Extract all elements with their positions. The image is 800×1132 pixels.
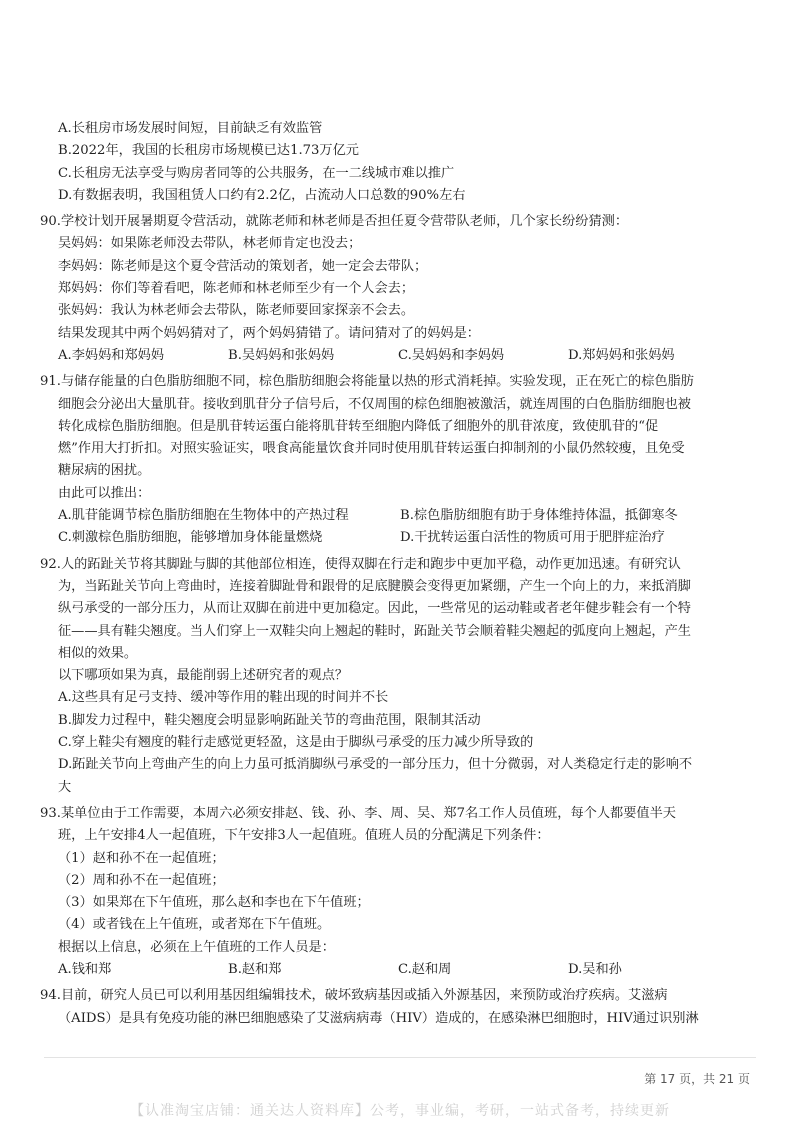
q93-prompt: 根据以上信息，必须在上午值班的工作人员是： (58, 939, 335, 955)
question-94 (40, 985, 748, 1030)
q89-option-a: A.长租房市场发展时间短，目前缺乏有效监管 (58, 121, 323, 136)
q93-options (58, 959, 748, 981)
q92-stem-line-3: 纵弓承受的一部分压力，从而让双脚在前进中更加稳定。因此，一些常见的运动鞋或者老年健步鞋会有一个特 (58, 601, 691, 617)
q91-stem-line-1: 91.与储存能量的白色脂肪细胞不同，棕色脂肪细胞会将能量以热的形式消耗掉。实验发现，正在死亡的棕色脂肪 (40, 374, 694, 390)
q90-line-5: 结果发现其中两个妈妈猜对了，两个妈妈猜错了。请问猜对了的妈妈是： (58, 325, 480, 341)
q91-option-b: B.棕色脂肪细胞有助于身体维持体温，抵御寒冬 (400, 508, 678, 524)
q93-condition-1: （1）赵和孙不在一起值班； (58, 850, 225, 866)
q90-option-d: D.郑妈妈和张妈妈 (568, 347, 675, 363)
q91-options-row-1 (58, 505, 748, 527)
q92-option-b: B.脚发力过程中，鞋尖翘度会明显影响跖趾关节的弯曲范围，限制其活动 (58, 712, 481, 728)
q89-option-b: B.2022年，我国的长租房市场规模已达1.73万亿元 (58, 143, 359, 159)
q91-stem-line-2: 细胞会分泌出大量肌苷。接收到肌苷分子信号后，不仅周围的棕色细胞被激活，就连周围的白色脂肪细胞也被 (58, 396, 691, 412)
q93-option-b: B.赵和郑 (228, 961, 282, 977)
q93-condition-2: （2）周和孙不在一起值班； (58, 872, 225, 888)
q91-options-row-2 (58, 527, 748, 549)
q90-line-3: 郑妈妈：你们等着看吧，陈老师和林老师至少有一个人会去； (58, 281, 415, 297)
q90-stem: 90.学校计划开展暑期夏令营活动，就陈老师和林老师是否担任夏令营带队老师，几个家长纷纷猜测： (40, 214, 629, 230)
q93-stem-line-2: 班，上午安排4人一起值班，下午安排3人一起值班。值班人员的分配满足下列条件： (58, 828, 550, 844)
q92-option-c: C.穿上鞋尖有翘度的鞋行走感觉更轻盈，这是由于脚纵弓承受的压力减少所导致的 (58, 735, 534, 751)
question-91 (40, 371, 748, 549)
q92-option-d: D.跖趾关节向上弯曲产生的向上力虽可抵消脚纵弓承受的一部分压力，但十分微弱，对人类稳定行走的影响不 (58, 757, 693, 773)
q93-option-a: A.钱和郑 (58, 961, 112, 977)
q92-stem-line-4: 征——具有鞋尖翘度。当人们穿上一双鞋尖向上翘起的鞋时，跖趾关节会顺着鞋尖翘起的弧度向上翘起，产生 (58, 623, 691, 639)
q94-stem-line-1: 94.目前，研究人员已可以利用基因组编辑技术，破坏致病基因或插入外源基因，来预防或治疗疾病。艾滋病 (40, 988, 668, 1004)
q92-stem-line-1: 92.人的跖趾关节将其脚趾与脚的其他部位相连，使得双脚在行走和跑步中更加平稳，动作更加迅速。有研究认 (40, 556, 681, 572)
q93-option-d: D.吴和孙 (568, 961, 622, 977)
q91-stem-line-5: 糖尿病的困扰。 (58, 463, 151, 479)
q90-option-a: A.李妈妈和郑妈妈 (58, 347, 165, 363)
question-92 (40, 554, 748, 799)
q90-options (58, 345, 748, 367)
q91-stem-line-3: 转化成棕色脂肪细胞。但是肌苷转运蛋白能将肌苷转至细胞内降低了细胞外的肌苷浓度，致使肌苷的“促 (58, 418, 659, 434)
q91-stem-line-4: 燃”作用大打折扣。对照实验证实，喂食高能量饮食并同时使用肌苷转运蛋白抑制剂的小鼠仍然较瘦，且免受 (58, 441, 685, 457)
q92-stem-line-2: 为，当跖趾关节向上弯曲时，连接着脚趾骨和跟骨的足底腱膜会变得更加紧绷，产生一个向上的力，来抵消脚 (58, 578, 691, 594)
q94-stem-line-2: （AIDS）是具有免疫功能的淋巴细胞感染了艾滋病病毒（HIV）造成的，在感染淋巴细胞时，HIV通过识别淋 (58, 1010, 699, 1026)
q92-stem-line-5: 相似的效果。 (58, 645, 138, 661)
watermark-text: 【认准淘宝店铺：通关达人资料库】公考，事业编，考研，一站式备考，持续更新 (130, 1103, 670, 1119)
q93-stem-line-1: 93.某单位由于工作需要，本周六必须安排赵、钱、孙、李、周、吴、郑7名工作人员值班，每个人都要值半天 (40, 805, 676, 821)
q92-prompt: 以下哪项如果为真，最能削弱上述研究者的观点？ (58, 668, 349, 684)
q91-prompt: 由此可以推出： (58, 485, 151, 501)
q91-option-a: A.肌苷能调节棕色脂肪细胞在生物体中的产热过程 (58, 508, 349, 524)
page-content (40, 118, 748, 1030)
page-number: 第 17 页，共 21 页 (644, 1072, 750, 1086)
q90-option-b: B.吴妈妈和张妈妈 (228, 347, 335, 363)
q90-line-1: 吴妈妈：如果陈老师没去带队，林老师肯定也没去； (58, 236, 362, 252)
q90-line-4: 张妈妈：我认为林老师会去带队，陈老师要回家探亲不会去。 (58, 303, 415, 319)
q91-option-c: C.刺激棕色脂肪细胞，能够增加身体能量燃烧 (58, 530, 323, 546)
q89-option-d: D.有数据表明，我国租赁人口约有2.2亿，占流动人口总数的90%左右 (58, 187, 466, 203)
q93-condition-4: （4）或者钱在上午值班，或者郑在下午值班。 (58, 917, 331, 933)
q92-option-d-cont: 大 (58, 779, 72, 795)
question-90 (40, 211, 748, 367)
q93-option-c: C.赵和周 (398, 961, 452, 977)
q90-line-2: 李妈妈：陈老师是这个夏令营活动的策划者，她一定会去带队； (58, 258, 428, 274)
question-93 (40, 803, 748, 981)
q93-condition-3: （3）如果郑在下午值班，那么赵和李也在下午值班； (58, 895, 370, 911)
q90-option-c: C.吴妈妈和李妈妈 (398, 347, 505, 363)
q89-option-c: C.长租房无法享受与购房者同等的公共服务，在一二线城市难以推广 (58, 165, 455, 181)
footer-divider (44, 1057, 756, 1058)
q91-option-d: D.干扰转运蛋白活性的物质可用于肥胖症治疗 (400, 530, 665, 546)
q89-options (58, 118, 748, 207)
q92-option-a: A.这些具有足弓支持、缓冲等作用的鞋出现的时间并不长 (58, 690, 389, 706)
